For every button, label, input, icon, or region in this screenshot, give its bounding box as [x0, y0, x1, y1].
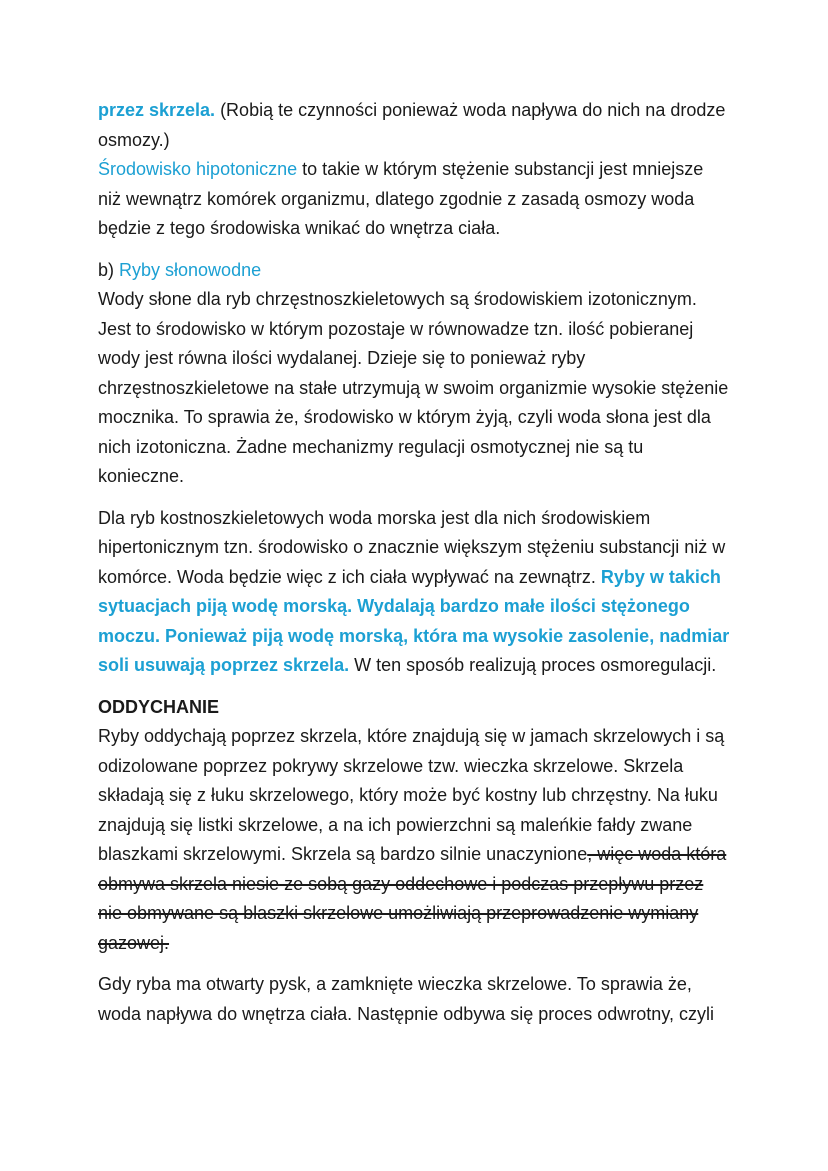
struck-text: , więc woda która obmywa skrzela niesie ze sobą gazy oddechowe i podczas przepływu przez nie obmywane są blaszki skrzelowe umożliwiają przeprowadzenie wymiany gazowej.: [98, 844, 727, 953]
paragraph-gills: [98, 722, 742, 958]
paragraph-hypotonic: [98, 155, 742, 244]
subheading-saltwater: [98, 256, 742, 286]
term-hypotonic: Środowisko hipotoniczne: [98, 159, 298, 179]
paragraph-bony-fish: [98, 504, 742, 681]
section-saltwater-fish: [98, 256, 742, 492]
highlight-gills: przez skrzela.: [98, 100, 216, 120]
paragraph-hypotonic-text: to takie w którym stężenie substancji jest mniejsze niż wewnątrz komórek organizmu, dlatego zgodnie z zasadą osmozy woda będzie z tego środowiska wnikać do wnętrza ciała.: [98, 159, 704, 238]
paragraph-osmosis-text: (Robią te czynności ponieważ woda napływa do nich na drodze osmozy.): [98, 100, 726, 150]
subheading-prefix: b): [98, 259, 120, 280]
paragraph-cartilaginous: Wody słone dla ryb chrzęstnoszkieletowych są środowiskiem izotonicznym. Jest to środowisko w którym pozostaje w równowadze tzn. ilość pobieranej wody jest równa ilości wydalanej. Dzieje się to ponieważ ryby chrzęstnoszkieletowe na stałe utrzymują w swoim organizmie wysokie stężenie mocznika. To sprawia że, środowisko w którym żyją, czyli woda słona jest dla nich izotoniczna. Żadne mechanizmy regulacji osmotycznej nie są tu konieczne.: [98, 289, 729, 486]
paragraph-bony-fish-text: Dla ryb kostnoszkieletowych woda morska jest dla nich środowiskiem hipertonicznym tzn. środowisko o znacznie większym stężeniu substancji niż w komórce. Woda będzie więc z ich ciała wypływać na zewnątrz.: [98, 507, 726, 587]
section-breathing: [98, 693, 742, 959]
term-saltwater-fish: Ryby słonowodne: [119, 259, 262, 280]
paragraph-mouth-open: Gdy ryba ma otwarty pysk, a zamknięte wieczka skrzelowe. To sprawia że, woda napływa do wnętrza ciała. Następnie odbywa się proces odwrotny, czyli: [98, 974, 714, 1024]
paragraph-osmosis: [98, 96, 742, 155]
paragraph-gills-text: Ryby oddychają poprzez skrzela, które znajdują się w jamach skrzelowych i są odizolowane poprzez pokrywy skrzelowe tzw. wieczka skrzelowe. Skrzela składają się z łuku skrzelowego, który może być kostny lub chrzęstny. Na łuku znajdują się listki skrzelowe, a na ich powierzchni są maleńkie fałdy zwane blaszkami skrzelowymi. Skrzela są bardzo silnie unaczynione: [98, 726, 725, 864]
section-heading-breathing: ODDYCHANIE: [98, 696, 220, 717]
paragraph-bony-fish-tail: W ten sposób realizują proces osmoregulacji.: [349, 655, 717, 675]
highlight-drink-seawater: Ryby w takich sytuacjach piją wodę morską. Wydalają bardzo małe ilości stężonego moczu. Ponieważ piją wodę morską, która ma wysokie zasolenie, nadmiar soli usuwają poprzez skrzela.: [98, 566, 730, 675]
